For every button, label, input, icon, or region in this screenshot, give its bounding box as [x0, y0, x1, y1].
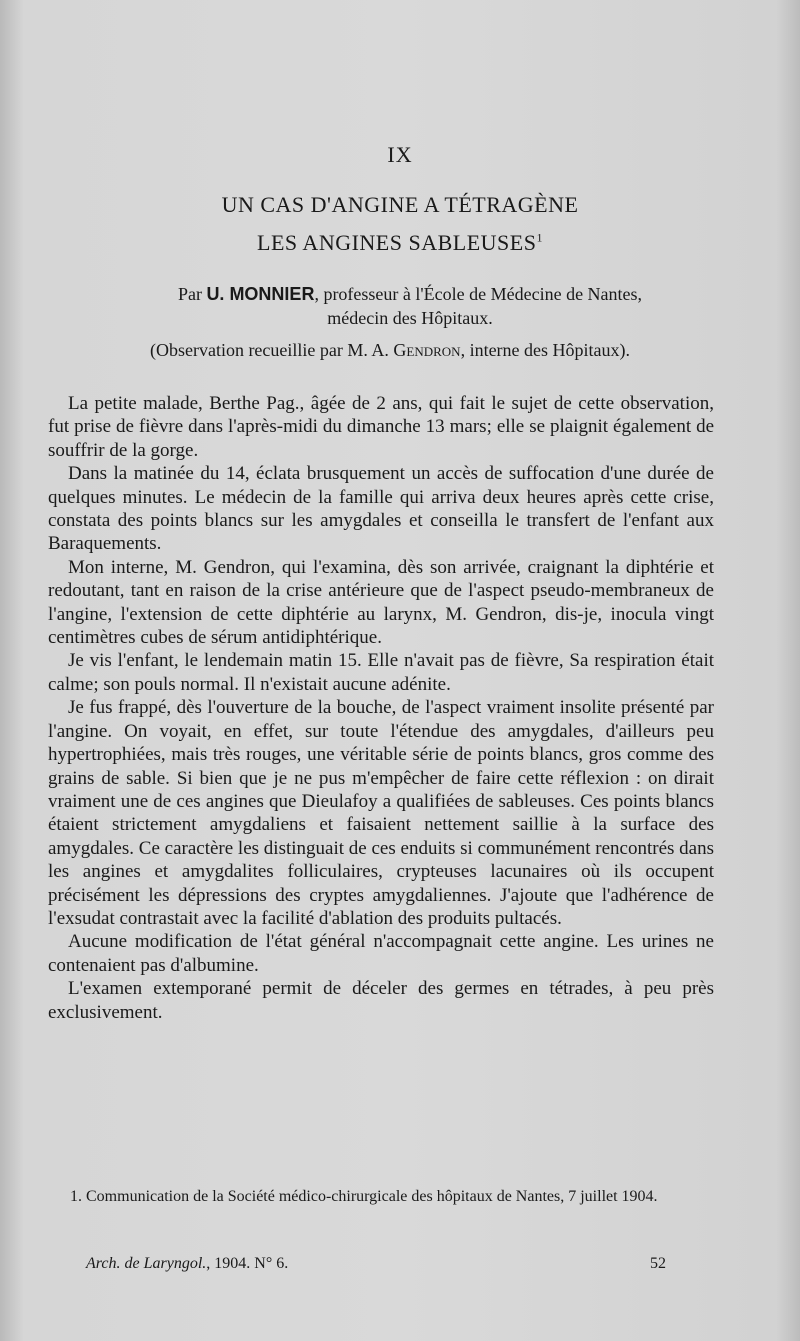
page-footer	[86, 1255, 666, 1273]
paragraph: Je fus frappé, dès l'ouverture de la bouche, de l'aspect vraiment insolite présenté par l'angine. On voyait, en effet, sur toute l'étendue des amygdales, d'ailleurs peu hypertrophiées, mais très rouges, une véritable série de points blancs, gros comme des grains de sable. Si bien que je ne pus m'empêcher de faire cette réflexion : on dirait vraiment une de ces angines que Dieulafoy a qualifiées de sableuses. Ces points blancs étaient strictement amygdaliens et faisaient nettement saillie à la surface des amygdales. Ce caractère les distinguait de ces enduits si communément rencontrés dans les angines et amygdalites folliculaires, crypteuses lacunaires où ils occupent précisément les dépressions des cryptes amygdaliennes. J'ajoute que l'adhérence de l'exsudat contrastait avec la facilité d'ablation des produits pultacés.	[48, 697, 714, 929]
author-line	[70, 282, 750, 330]
paragraph: L'examen extemporané permit de déceler des germes en tétrades, à peu près exclusivement.	[48, 978, 714, 1023]
journal-name: Arch. de Laryngol.	[86, 1255, 207, 1272]
footnote	[48, 1186, 718, 1208]
observation-suffix: , interne des Hôpitaux).	[460, 340, 631, 360]
author-affiliation: , professeur à l'École de Médecine de Nantes,	[314, 284, 643, 304]
paragraph: Dans la matinée du 14, éclata brusquement un accès de suffocation d'une durée de quelques minutes. Le médecin de la famille qui arriva deux heures après cette crise, constata des points blancs sur les amygdales et conseilla le transfert de l'enfant aux Baraquements.	[48, 463, 714, 555]
author-affiliation-2: médecin des Hôpitaux.	[327, 308, 493, 328]
author-name: U. MONNIER	[206, 284, 315, 304]
paragraph: Mon interne, M. Gendron, qui l'examina, dès son arrivée, craignant la diphtérie et redoutant, tant en raison de la crise antérieure que de l'aspect pseudo-membraneux de l'angine, l'extension de cette diphtérie au larynx, M. Gendron, dis-je, inocula vingt centimètres cubes de sérum antidiphtérique.	[48, 556, 714, 649]
footnote-text: 1. Communication de la Société médico-chirurgicale des hôpitaux de Nantes, 7 juillet 1904.	[70, 1188, 658, 1205]
paragraph: Aucune modification de l'état général n'accompagnait cette angine. Les urines ne contenaient pas d'albumine.	[48, 931, 714, 976]
observer-name: Gendron	[393, 340, 461, 360]
article-title-line2	[0, 230, 800, 256]
author-prefix: Par	[177, 284, 207, 304]
paragraph: La petite malade, Berthe Pag., âgée de 2 ans, qui fait le sujet de cette observation, fut prise de fièvre dans l'après-midi du dimanche 13 mars; elle se plaignit également de souffrir de la gorge.	[48, 393, 714, 461]
observation-credit	[80, 340, 700, 361]
page-number: 52	[650, 1255, 666, 1272]
chapter-number: IX	[387, 142, 413, 167]
paragraph: Je vis l'enfant, le lendemain matin 15. Elle n'avait pas de fièvre, Sa respiration était calme; son pouls normal. Il n'existait aucune adénite.	[48, 650, 714, 695]
journal-issue: , 1904. N° 6.	[206, 1255, 289, 1272]
observation-prefix: (Observation recueillie par M. A.	[149, 340, 394, 360]
article-title-line1: UN CAS D'ANGINE A TÉTRAGÈNE	[221, 192, 579, 217]
article-body	[48, 392, 714, 1024]
article-title-line2-text: LES ANGINES SABLEUSES	[257, 230, 537, 255]
footnote-marker: 1	[536, 230, 543, 245]
